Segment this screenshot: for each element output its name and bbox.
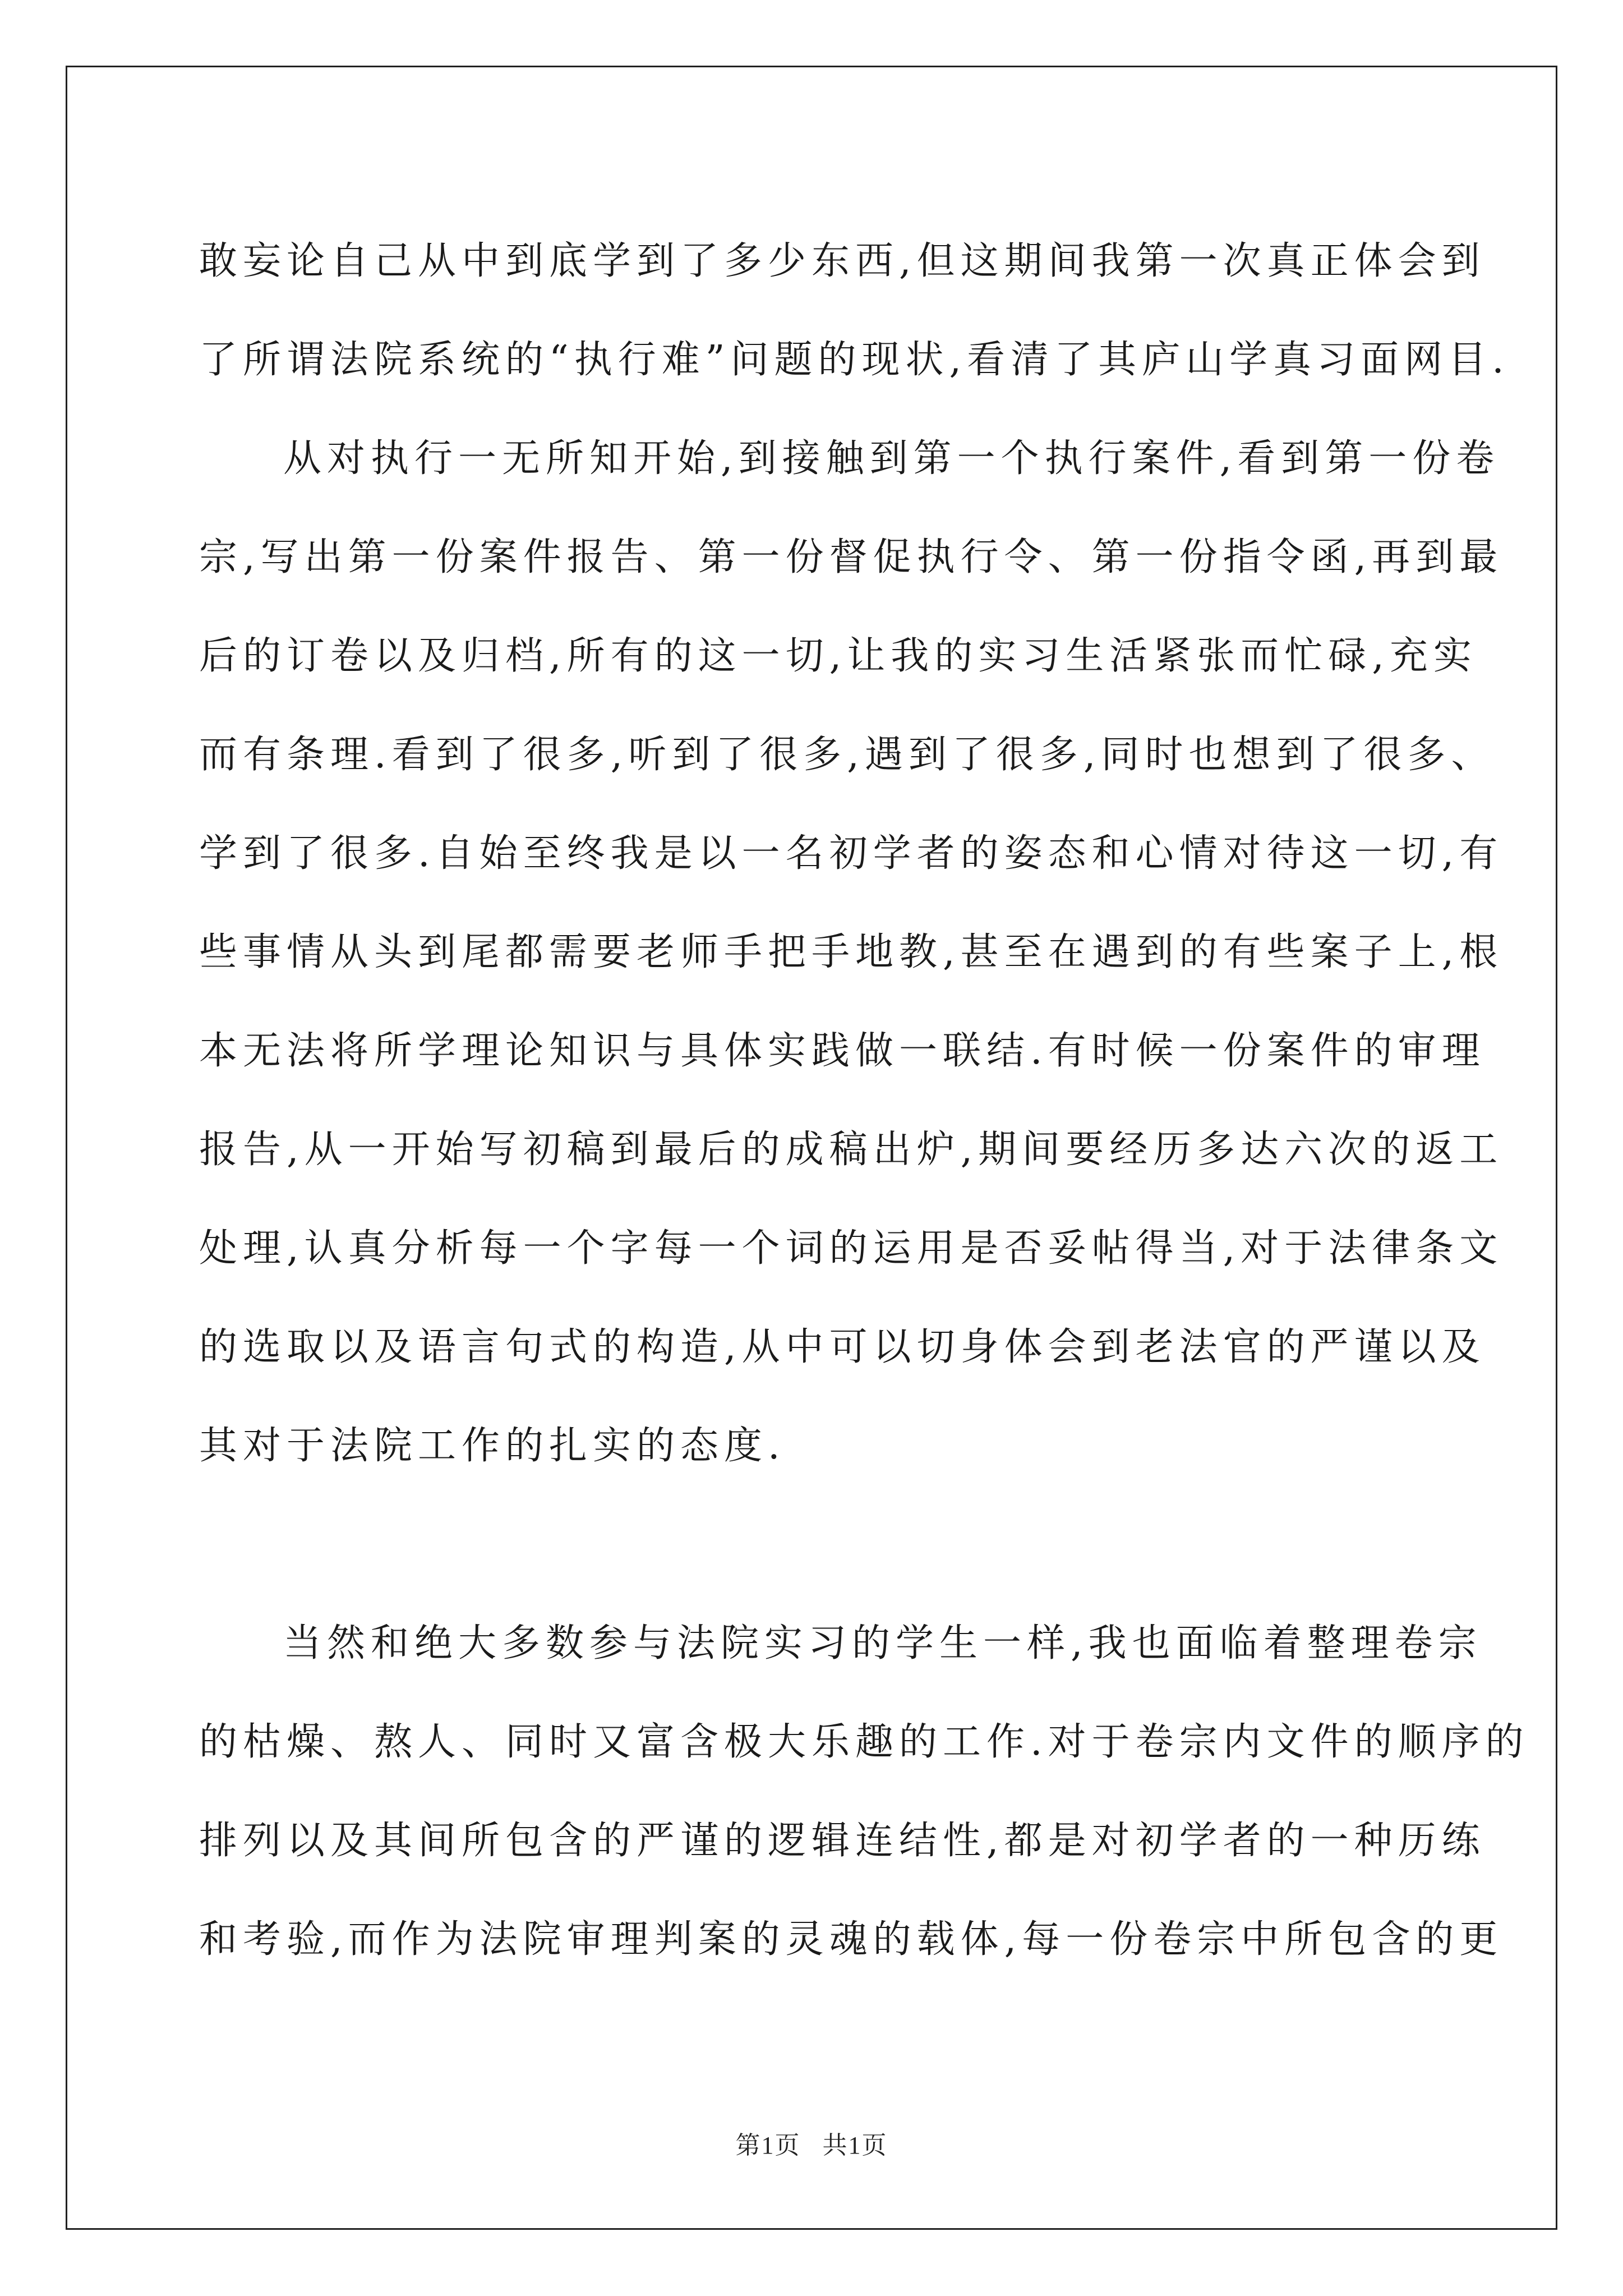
total-pages: 共1页 [822,2132,888,2159]
text-line: 的选取以及语言句式的构造,从中可以切身体会到老法官的严谨以及 [199,1325,1486,1369]
text-line: 而有条理.看到了很多,听到了很多,遇到了很多,同时也想到了很多、 [199,733,1495,777]
text-line: 后的订卷以及归档,所有的这一切,让我的实习生活紧张而忙碌,充实 [199,634,1477,678]
paragraph-first-line: 从对执行一无所知开始,到接触到第一个执行案件,看到第一份卷 [283,436,1500,481]
page-footer [0,2125,1623,2161]
text-line: 本无法将所学理论知识与具体实践做一联结.有时候一份案件的审理 [199,1029,1486,1073]
text-line: 的枯燥、熬人、同时又富含极大乐趣的工作.对于卷宗内文件的顺序的 [199,1720,1529,1764]
paragraph-gap [199,1496,1427,1594]
text-line: 敢妄论自己从中到底学到了多少东西,但这期间我第一次真正体会到 [199,239,1486,283]
text-line: 些事情从头到尾都需要老师手把手地教,甚至在遇到的有些案子上,根 [199,930,1504,974]
paragraph-first-line: 当然和绝大多数参与法院实习的学生一样,我也面临着整理卷宗 [283,1621,1482,1665]
text-line: 处理,认真分析每一个字每一个词的运用是否妥帖得当,对于法律条文 [199,1226,1504,1271]
document-body [199,212,1529,1989]
text-line: 学到了很多.自始至终我是以一名初学者的姿态和心情对待这一切,有 [199,831,1504,876]
text-line: 和考验,而作为法院审理判案的灵魂的载体,每一份卷宗中所包含的更 [199,1917,1504,1962]
text-line: 了所谓法院系统的“执行难”问题的现状,看清了其庐山学真习面网目. [199,338,1510,382]
text-line: 宗,写出第一份案件报告、第一份督促执行令、第一份指令函,再到最 [199,535,1504,579]
paragraph-last-line: 其对于法院工作的扎实的态度. [199,1424,786,1468]
text-line: 报告,从一开始写初稿到最后的成稿出炉,期间要经历多达六次的返工 [199,1128,1504,1172]
page-number: 第1页 [735,2132,801,2159]
text-line: 排列以及其间所包含的严谨的逻辑连结性,都是对初学者的一种历练 [199,1819,1486,1863]
